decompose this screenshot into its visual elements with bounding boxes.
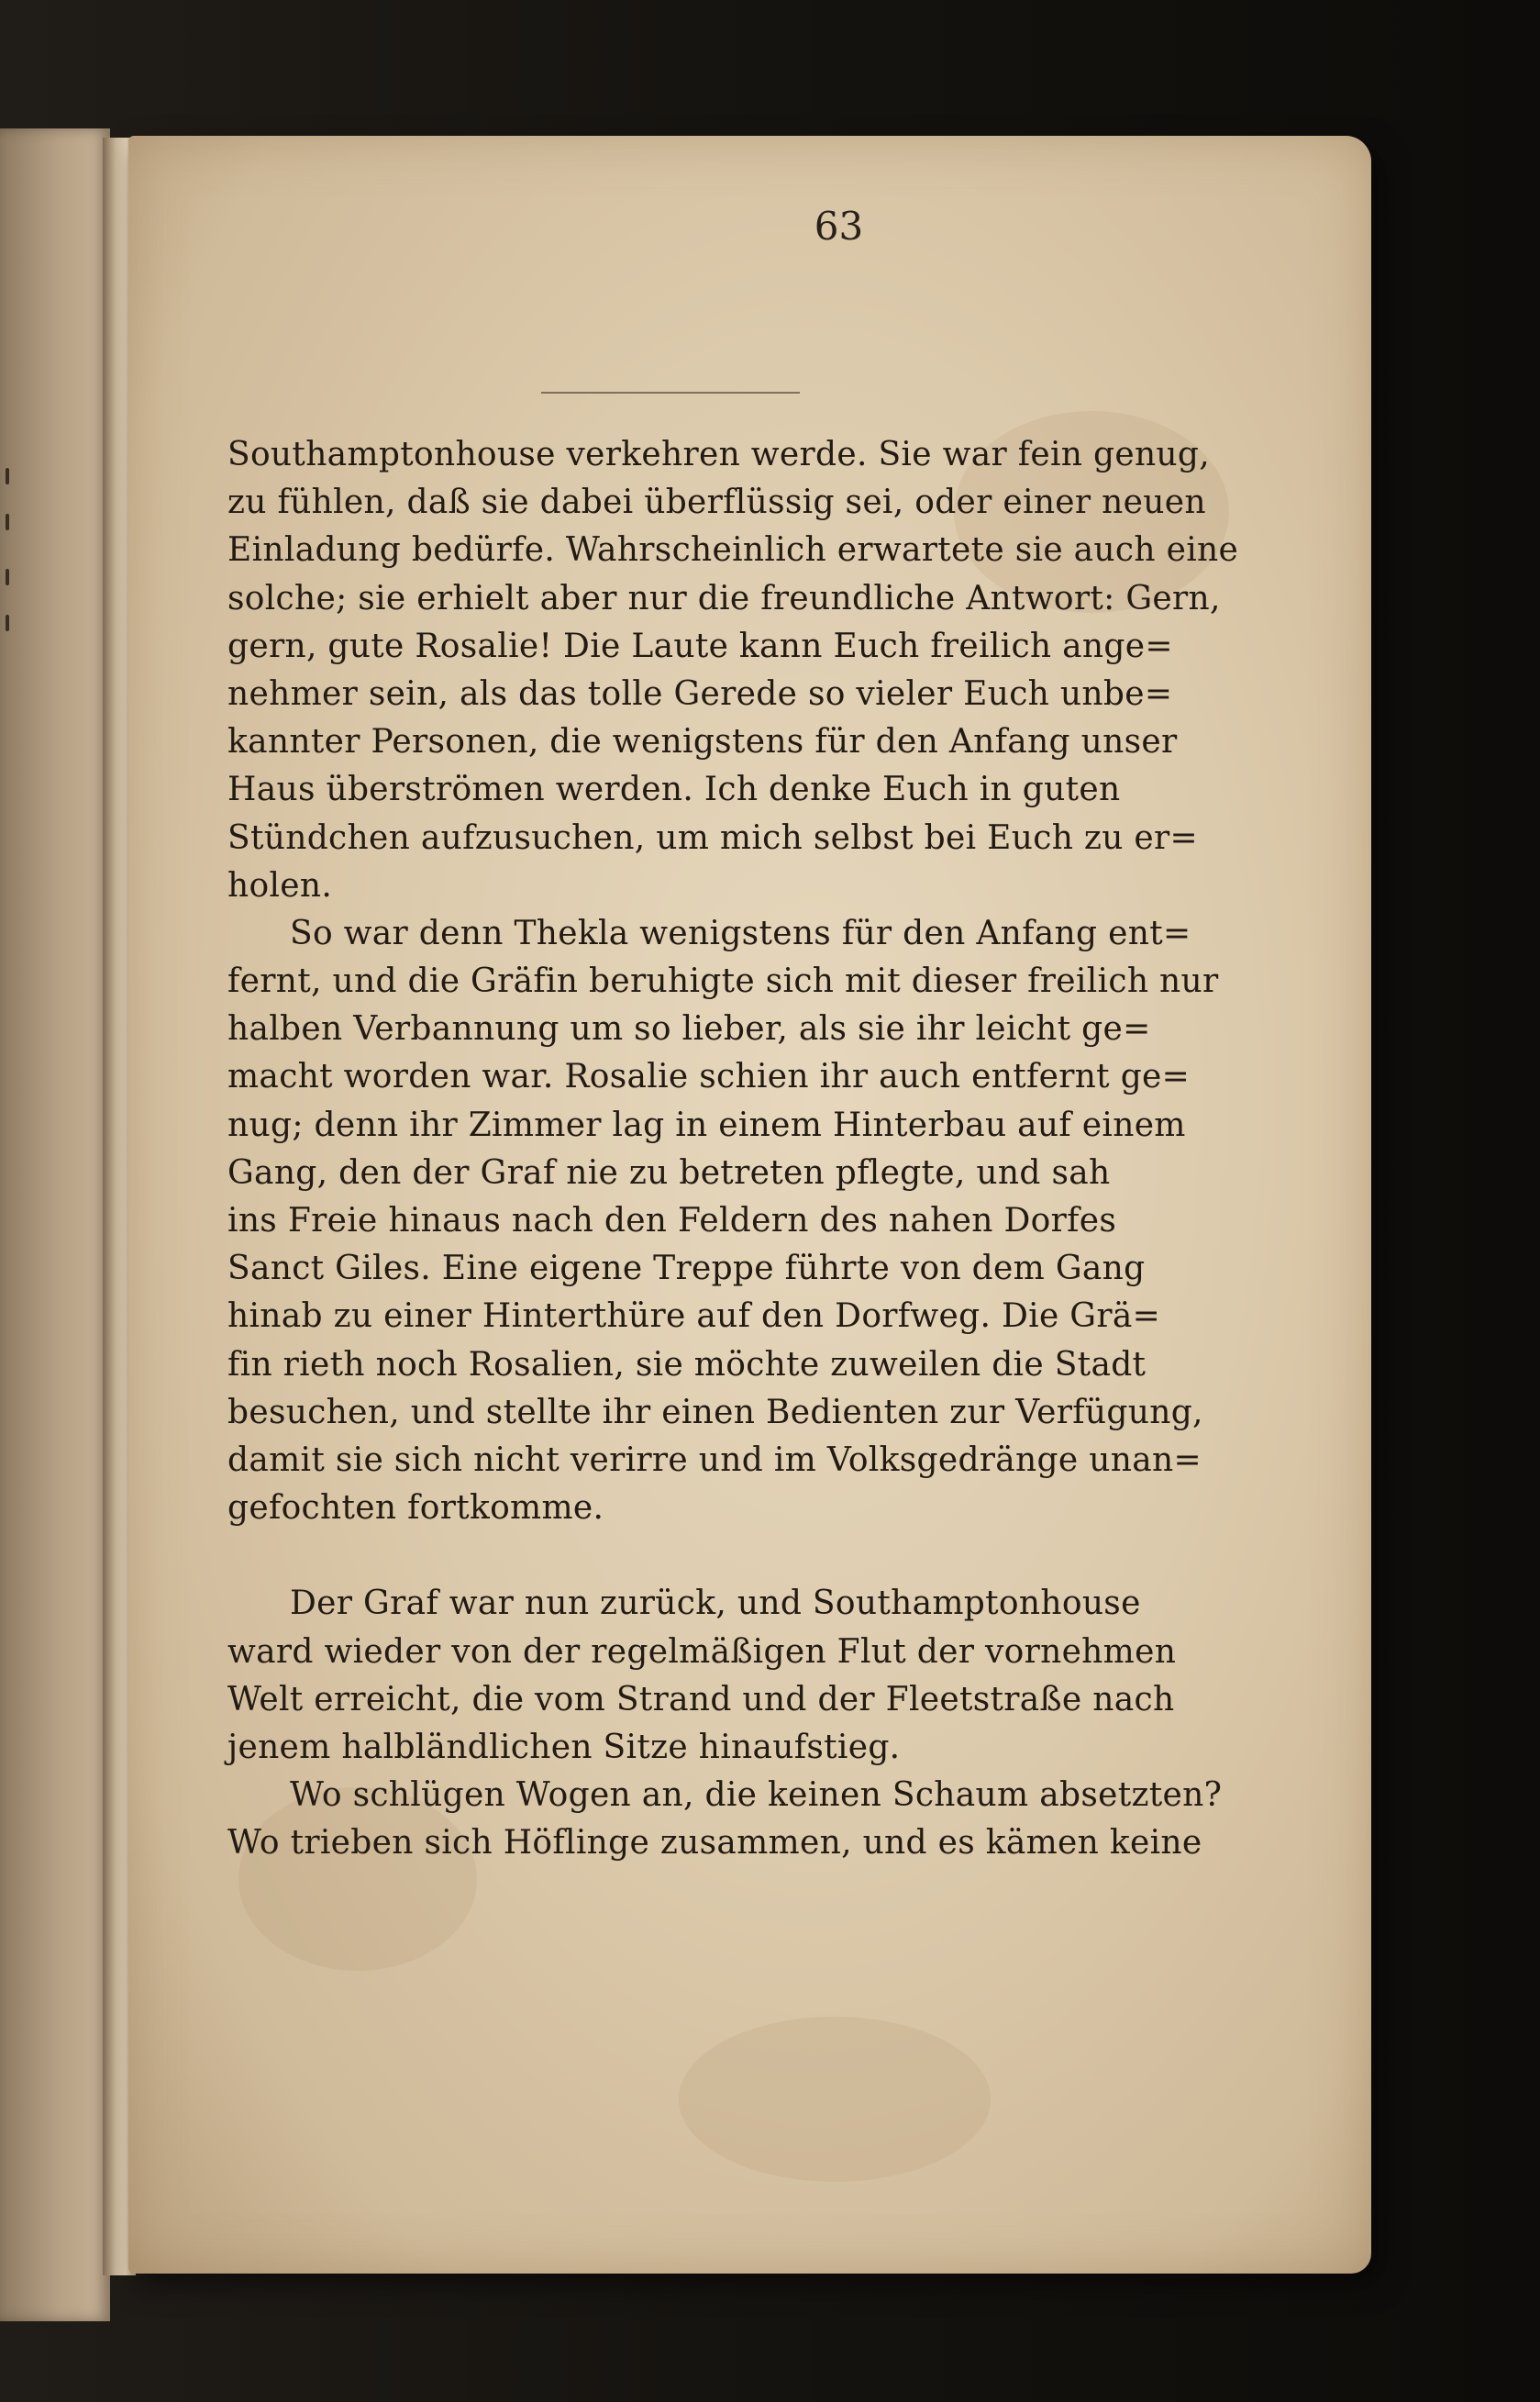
text-line: ins Freie hinaus nach den Feldern des nahen Dorfes <box>227 1202 1117 1240</box>
text-line: nug; denn ihr Zimmer lag in einem Hinterbau auf einem <box>227 1106 1186 1144</box>
text-line: Einladung bedürfe. Wahrscheinlich erwartete sie auch eine <box>227 531 1239 570</box>
header-rule <box>541 392 800 394</box>
text-line: Gang, den der Graf nie zu betreten pflegte, und sah <box>227 1153 1111 1192</box>
previous-page-edge <box>0 128 110 2321</box>
text-line: zu fühlen, daß sie dabei überflüssig sei, oder einer neuen <box>227 484 1206 522</box>
body-text <box>227 431 1239 1867</box>
edge-mark <box>6 468 9 484</box>
text-line: halben Verbannung um so lieber, als sie ihr leicht ge= <box>227 1010 1151 1049</box>
text-line: gern, gute Rosalie! Die Laute kann Euch freilich ange= <box>227 627 1173 665</box>
text-line: besuchen, und stellte ihr einen Bedienten zur Verfügung, <box>227 1393 1203 1431</box>
text-line: Der Graf war nun zurück, und Southamptonhouse <box>290 1585 1141 1623</box>
text-line: Southamptonhouse verkehren werde. Sie war fein genug, <box>227 436 1211 473</box>
text-line: Welt erreicht, die vom Strand und der Fleetstraße nach <box>227 1680 1175 1718</box>
edge-mark <box>6 569 9 585</box>
text-line: Wo trieben sich Höflinge zusammen, und es kämen keine <box>227 1824 1202 1863</box>
edge-mark <box>6 615 9 631</box>
text-line: Sanct Giles. Eine eigene Treppe führte von dem Gang <box>227 1250 1146 1288</box>
text-line: fin rieth noch Rosalien, sie möchte zuweilen die Stadt <box>227 1345 1147 1384</box>
text-line: Wo schlügen Wogen an, die keinen Schaum absetzten? <box>290 1776 1223 1815</box>
text-line: hinab zu einer Hinterthüre auf den Dorfweg. Die Grä= <box>227 1297 1161 1336</box>
text-line: fernt, und die Gräfin beruhigte sich mit dieser freilich nur <box>227 962 1219 1001</box>
text-line: jenem halbländlichen Sitze hinaufstieg. <box>227 1728 901 1766</box>
text-line: macht worden war. Rosalie schien ihr auch entfernt ge= <box>227 1058 1191 1096</box>
text-line: solche; sie erhielt aber nur die freundliche Antwort: Gern, <box>227 579 1221 617</box>
text-line: holen. <box>227 866 333 905</box>
text-line: ward wieder von der regelmäßigen Flut der vornehmen <box>227 1632 1177 1671</box>
text-line: damit sie sich nicht verirre und im Volksgedränge unan= <box>227 1440 1202 1479</box>
page-number: 63 <box>814 204 864 249</box>
text-line: Haus überströmen werden. Ich denke Euch in guten <box>227 771 1121 809</box>
paper-stain <box>679 2017 991 2182</box>
edge-mark <box>6 514 9 530</box>
text-line: gefochten fortkomme. <box>227 1489 604 1528</box>
text-line: So war denn Thekla wenigstens für den Anfang ent= <box>290 914 1191 952</box>
text-line: Stündchen aufzusuchen, um mich selbst bei Euch zu er= <box>227 818 1199 857</box>
text-line: nehmer sein, als das tolle Gerede so vieler Euch unbe= <box>227 674 1173 713</box>
text-line: kannter Personen, die wenigstens für den Anfang unser <box>227 723 1178 762</box>
paragraph-gap <box>227 1532 1103 1580</box>
